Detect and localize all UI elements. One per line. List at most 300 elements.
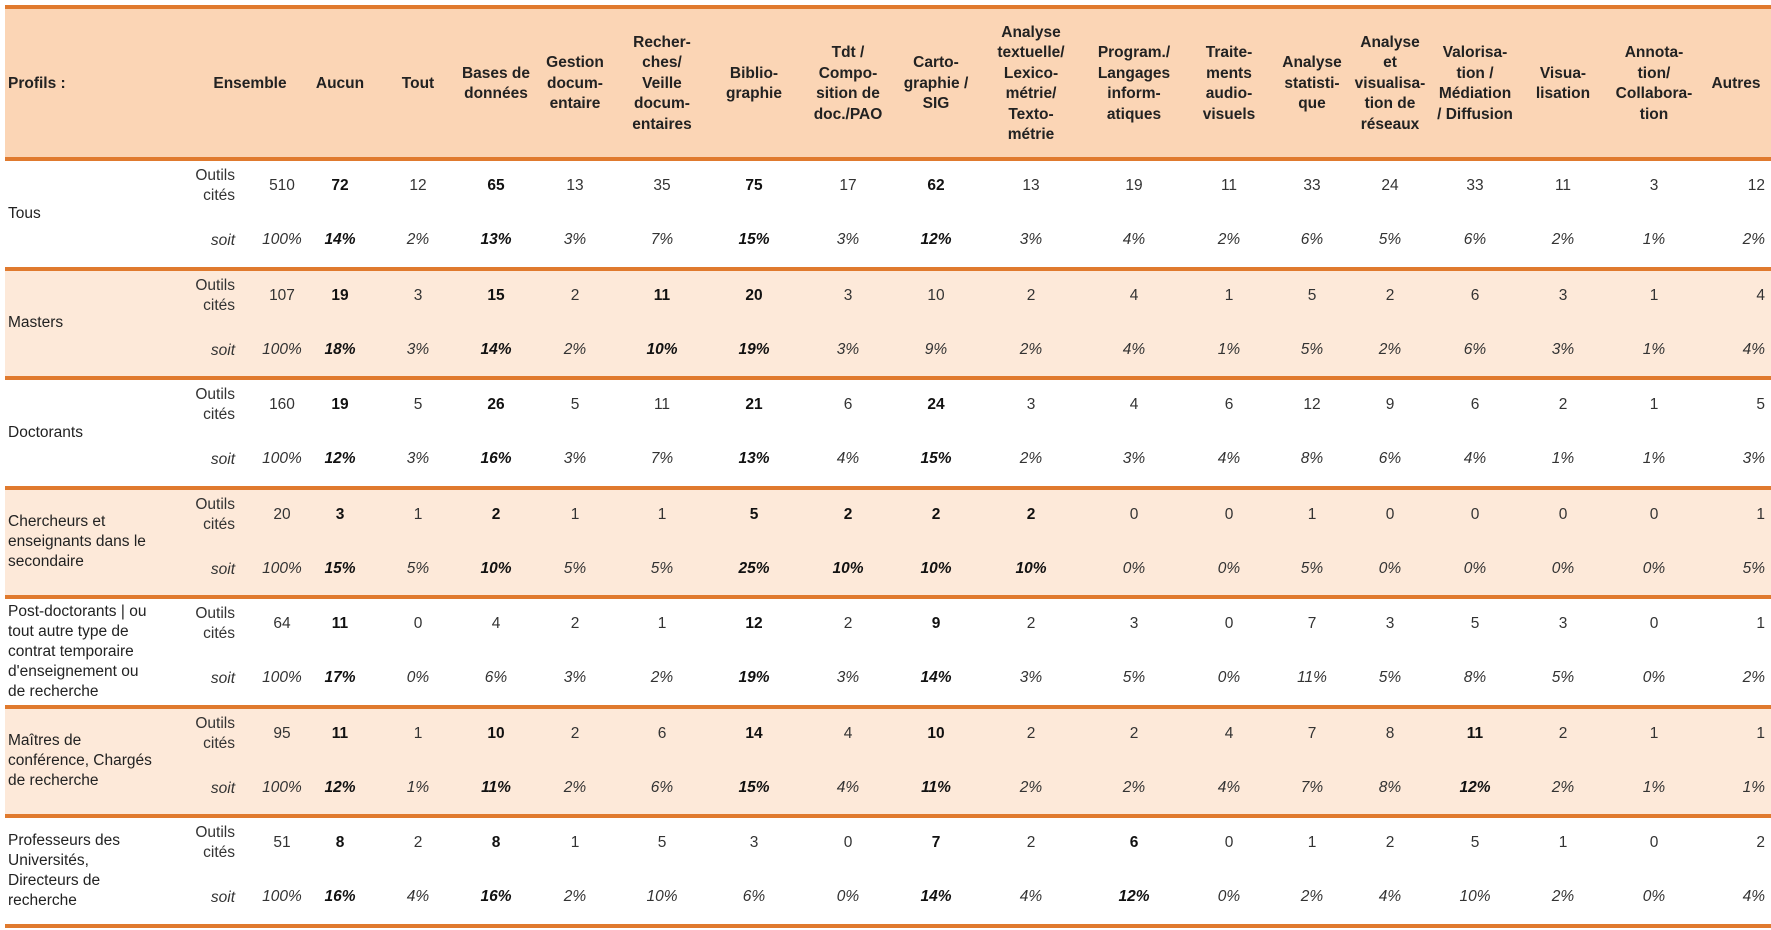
cell-count: 21 (745, 396, 763, 413)
cell-count: 7 (1307, 615, 1317, 632)
cell-count: 8 (335, 834, 345, 851)
cell-count: 3 (1129, 615, 1139, 632)
cell-percent: 1% (1642, 778, 1666, 796)
column-header: Visua- lisation (1535, 64, 1591, 102)
column-header: Analyse textuelle/ Lexico- métrie/ Texto- métrie (997, 23, 1065, 143)
cell-count: 2 (570, 724, 580, 742)
row-sublabel-outils-cites: Outils cités (195, 276, 235, 314)
cell-count: 510 (269, 177, 295, 194)
cell-count: 1 (1307, 505, 1317, 523)
cell-count: 1 (413, 724, 423, 742)
cell-count: 11 (331, 724, 349, 742)
cell-percent: 4% (1122, 231, 1146, 248)
cell-percent: 3% (1122, 450, 1146, 467)
cell-percent: 7% (650, 231, 674, 248)
cell-count: 5 (570, 396, 580, 413)
cell-percent: 2% (406, 231, 430, 248)
row-label: Tous (8, 204, 41, 222)
cell-percent: 3% (1019, 231, 1043, 248)
cell-percent: 12% (1118, 888, 1150, 905)
cell-count: 11 (1554, 177, 1572, 194)
cell-percent: 0% (1378, 559, 1402, 577)
cell-count: 1 (413, 505, 423, 523)
cell-count: 6 (1470, 286, 1480, 304)
table-bottom-rule (5, 924, 1771, 928)
cell-percent: 100% (262, 559, 302, 577)
row-sublabel-outils-cites: Outils cités (195, 386, 235, 423)
cell-count: 2 (1385, 286, 1395, 304)
cell-count: 4 (1129, 286, 1139, 304)
cell-percent: 2% (650, 669, 674, 686)
cell-percent: 11% (1297, 669, 1327, 686)
cell-percent: 5% (1551, 669, 1575, 686)
cell-count: 19 (331, 286, 349, 304)
cell-percent: 2% (563, 888, 587, 905)
cell-count: 3 (1385, 615, 1395, 632)
cell-percent: 6% (484, 669, 508, 686)
cell-percent: 4% (1463, 450, 1487, 467)
cell-count: 35 (653, 177, 671, 194)
cell-count: 11 (331, 615, 349, 632)
cell-percent: 10% (646, 340, 678, 358)
cell-count: 1 (657, 615, 667, 632)
cell-percent: 14% (920, 669, 952, 686)
column-header: Analyse et visualisa- tion de réseaux (1354, 33, 1426, 133)
cell-count: 2 (491, 505, 501, 523)
cell-percent: 6% (742, 888, 766, 905)
cell-percent: 0% (1217, 669, 1241, 686)
cell-count: 12 (1747, 177, 1765, 194)
cell-percent: 5% (1300, 340, 1324, 358)
cell-count: 20 (745, 286, 763, 304)
column-header-profils: Profils : (8, 74, 66, 92)
cell-count: 3 (843, 286, 853, 304)
cell-percent: 1% (1551, 450, 1575, 467)
cell-percent: 11% (481, 778, 511, 796)
cell-percent: 14% (324, 231, 356, 248)
cell-percent: 5% (1378, 231, 1402, 248)
row-sublabel-soit: soit (210, 670, 235, 687)
cell-percent: 2% (1551, 888, 1575, 905)
row-label: Professeurs des Universités, Directeurs de recherche (8, 831, 120, 909)
cell-percent: 6% (1300, 231, 1324, 248)
cell-percent: 10% (1015, 559, 1047, 577)
cell-count: 6 (1129, 834, 1139, 851)
cell-count: 6 (1224, 396, 1234, 413)
cell-count: 0 (1649, 505, 1659, 523)
cell-percent: 4% (406, 888, 430, 905)
cell-count: 2 (843, 505, 853, 523)
cell-count: 4 (1129, 396, 1139, 413)
cell-percent: 2% (1742, 669, 1765, 686)
cell-percent: 100% (262, 450, 302, 467)
cell-percent: 2% (1551, 778, 1575, 796)
cell-count: 0 (1129, 505, 1139, 523)
cell-percent: 2% (1217, 231, 1241, 248)
cell-count: 1 (1649, 396, 1659, 413)
cell-percent: 5% (406, 559, 430, 577)
row-sublabel-soit: soit (210, 232, 235, 249)
column-header: Annota- tion/ Collabora- tion (1615, 44, 1693, 123)
cell-percent: 8% (1300, 450, 1324, 467)
row-sublabel-outils-cites: Outils cités (195, 714, 235, 752)
cell-percent: 15% (324, 559, 356, 577)
cell-percent: 100% (262, 778, 302, 796)
cell-percent: 3% (1742, 450, 1765, 467)
row-sublabel-soit: soit (210, 341, 235, 359)
cell-percent: 5% (1378, 669, 1402, 686)
cell-count: 2 (1026, 834, 1036, 851)
cell-count: 62 (927, 177, 945, 194)
cell-count: 1 (1756, 615, 1765, 632)
column-header: Recher- ches/ Veille docum- entaires (632, 33, 692, 133)
cell-count: 3 (1649, 177, 1659, 194)
cell-count: 2 (931, 505, 941, 523)
row-separator (5, 376, 1771, 380)
row-sublabel-outils-cites: Outils cités (195, 824, 235, 861)
cell-percent: 7% (650, 450, 674, 467)
cell-count: 5 (1470, 834, 1480, 851)
cell-count: 19 (331, 396, 349, 413)
cell-percent: 4% (836, 778, 860, 796)
cell-percent: 4% (1742, 888, 1765, 905)
cell-count: 33 (1466, 177, 1484, 194)
cell-count: 11 (1220, 177, 1238, 194)
cell-count: 2 (1026, 286, 1036, 304)
cell-count: 2 (1558, 724, 1568, 742)
cell-percent: 1% (406, 778, 430, 796)
column-header: Aucun (315, 74, 365, 92)
cell-percent: 5% (563, 559, 587, 577)
cell-percent: 0% (1217, 559, 1241, 577)
cell-percent: 1% (1217, 340, 1241, 358)
cell-count: 2 (1026, 724, 1036, 742)
cell-percent: 0% (1642, 559, 1666, 577)
cell-percent: 15% (738, 778, 770, 796)
cell-percent: 2% (563, 340, 587, 358)
cell-percent: 12% (1459, 778, 1491, 796)
cell-count: 8 (1385, 724, 1395, 742)
cell-count: 14 (745, 724, 763, 742)
cell-count: 3 (413, 286, 423, 304)
cell-count: 3 (1558, 615, 1568, 632)
column-header: Bases de données (461, 64, 531, 102)
cell-count: 24 (927, 396, 945, 413)
cell-count: 3 (1558, 286, 1568, 304)
cell-percent: 8% (1463, 669, 1487, 686)
cell-count: 6 (843, 396, 853, 413)
cell-percent: 4% (1217, 778, 1241, 796)
cell-percent: 2% (1019, 778, 1043, 796)
column-header: Tdt / Compo- sition de doc./PAO (813, 44, 883, 123)
cell-count: 1 (1756, 724, 1765, 742)
cell-percent: 0% (1463, 559, 1487, 577)
row-separator (5, 486, 1771, 490)
cell-percent: 100% (262, 888, 302, 905)
cell-count: 11 (653, 396, 671, 413)
row-label: Post-doctorants | ou tout autre type de contrat temporaire d'enseignement ou de recherche (8, 602, 147, 700)
cell-count: 13 (1022, 177, 1040, 194)
row-label: Chercheurs et enseignants dans le secondaire (8, 513, 146, 571)
cell-count: 0 (1558, 505, 1568, 523)
cell-percent: 4% (1019, 888, 1043, 905)
cell-count: 1 (1558, 834, 1568, 851)
row-separator (5, 705, 1771, 709)
cell-percent: 0% (1642, 888, 1666, 905)
cell-count: 8 (491, 834, 501, 851)
cell-percent: 2% (1019, 450, 1043, 467)
cell-percent: 10% (920, 559, 952, 577)
cell-count: 4 (1756, 286, 1765, 304)
cell-percent: 7% (1300, 778, 1324, 796)
cell-count: 0 (1649, 615, 1659, 632)
cell-percent: 0% (1122, 559, 1146, 577)
cell-percent: 3% (563, 669, 587, 686)
cell-count: 0 (413, 615, 423, 632)
row-separator (5, 814, 1771, 818)
cell-percent: 16% (480, 450, 512, 467)
cell-percent: 5% (1300, 559, 1324, 577)
cell-count: 0 (1224, 505, 1234, 523)
cell-percent: 0% (1217, 888, 1241, 905)
cell-count: 17 (839, 177, 857, 194)
row-separator (5, 267, 1771, 271)
cell-percent: 16% (480, 888, 512, 905)
cell-count: 6 (657, 724, 667, 742)
cell-count: 3 (335, 505, 345, 523)
cell-percent: 0% (836, 888, 860, 905)
cell-count: 72 (331, 177, 349, 194)
cell-count: 7 (931, 834, 941, 851)
cell-percent: 4% (1378, 888, 1402, 905)
cell-percent: 10% (646, 888, 678, 905)
cell-count: 24 (1381, 177, 1399, 194)
cell-count: 3 (1026, 396, 1036, 413)
cell-count: 20 (273, 505, 291, 523)
cell-percent: 11% (921, 778, 951, 796)
cell-percent: 0% (1551, 559, 1575, 577)
cell-count: 2 (1026, 615, 1036, 632)
cell-percent: 5% (650, 559, 674, 577)
cell-percent: 100% (262, 340, 302, 358)
cell-count: 10 (487, 724, 505, 742)
cell-percent: 4% (836, 450, 860, 467)
cell-percent: 5% (1122, 669, 1146, 686)
cell-percent: 15% (738, 231, 770, 248)
row-separator (5, 595, 1771, 599)
cell-percent: 13% (738, 450, 770, 467)
cell-count: 9 (1385, 396, 1395, 413)
cell-count: 2 (1129, 724, 1139, 742)
row-label: Doctorants (8, 423, 83, 441)
cell-percent: 0% (406, 669, 430, 686)
cell-percent: 12% (920, 231, 952, 248)
column-header: Traite- ments audio- visuels (1202, 44, 1256, 123)
cell-percent: 12% (324, 450, 356, 467)
cell-percent: 6% (1463, 340, 1487, 358)
cell-percent: 6% (1378, 450, 1402, 467)
cell-count: 0 (843, 834, 853, 851)
cell-count: 10 (927, 724, 945, 742)
cell-count: 7 (1307, 724, 1317, 742)
cell-percent: 6% (1463, 231, 1487, 248)
column-header: Valorisa- tion / Médiation / Diffusion (1437, 44, 1513, 123)
cell-percent: 3% (563, 231, 587, 248)
cell-count: 11 (1466, 724, 1484, 742)
row-sublabel-outils-cites: Outils cités (195, 605, 235, 642)
cell-count: 1 (1649, 724, 1659, 742)
cell-percent: 8% (1378, 778, 1402, 796)
cell-count: 5 (413, 396, 423, 413)
cell-count: 2 (570, 286, 580, 304)
cell-count: 5 (1470, 615, 1480, 632)
cell-count: 5 (1307, 286, 1317, 304)
cell-count: 10 (927, 286, 945, 304)
cell-count: 0 (1385, 505, 1395, 523)
cell-percent: 3% (836, 669, 860, 686)
cell-count: 2 (843, 615, 853, 632)
cell-percent: 3% (836, 340, 860, 358)
cell-count: 13 (566, 177, 584, 194)
cell-count: 2 (1026, 505, 1036, 523)
cell-percent: 3% (836, 231, 860, 248)
cell-percent: 2% (1019, 340, 1043, 358)
cell-percent: 1% (1642, 340, 1666, 358)
cell-percent: 1% (1642, 450, 1666, 467)
column-header: Tout (401, 74, 435, 92)
cell-count: 1 (1756, 505, 1765, 523)
cell-percent: 6% (650, 778, 674, 796)
cell-count: 33 (1303, 177, 1321, 194)
row-sublabel-soit: soit (210, 451, 235, 468)
cell-count: 95 (273, 724, 291, 742)
cell-percent: 2% (1300, 888, 1324, 905)
cell-count: 5 (1756, 396, 1765, 413)
cell-percent: 1% (1642, 231, 1666, 248)
cell-count: 51 (273, 834, 291, 851)
cell-count: 6 (1470, 396, 1480, 413)
column-header: Program./ Langages inform- atiques (1097, 44, 1171, 123)
cell-percent: 3% (1019, 669, 1043, 686)
column-header: Autres (1711, 74, 1761, 92)
cell-count: 12 (409, 177, 427, 194)
cell-percent: 15% (920, 450, 952, 467)
cell-percent: 2% (563, 778, 587, 796)
cell-percent: 1% (1742, 778, 1765, 796)
column-header: Carto- graphie / SIG (903, 54, 969, 113)
cell-percent: 10% (1459, 888, 1491, 905)
cell-percent: 17% (324, 669, 356, 686)
cell-percent: 3% (1551, 340, 1575, 358)
cell-count: 1 (570, 505, 580, 523)
cell-count: 4 (1224, 724, 1234, 742)
cell-percent: 4% (1742, 340, 1765, 358)
cell-count: 26 (487, 396, 505, 413)
cell-count: 0 (1649, 834, 1659, 851)
cell-count: 2 (1558, 396, 1568, 413)
row-sublabel-outils-cites: Outils cités (195, 167, 235, 204)
cell-percent: 10% (832, 559, 864, 577)
cell-percent: 2% (1551, 231, 1575, 248)
cell-count: 12 (745, 615, 763, 632)
cell-count: 12 (1303, 396, 1321, 413)
cell-count: 1 (1307, 834, 1317, 851)
cell-percent: 2% (1122, 778, 1146, 796)
cell-count: 65 (487, 177, 505, 194)
cell-percent: 13% (480, 231, 512, 248)
cell-percent: 25% (738, 559, 770, 577)
row-sublabel-soit: soit (210, 560, 235, 578)
cell-percent: 19% (738, 669, 770, 686)
cell-percent: 9% (924, 340, 948, 358)
cell-percent: 3% (406, 340, 430, 358)
column-header: Ensemble (213, 74, 287, 92)
row-label: Masters (8, 314, 64, 332)
cell-percent: 2% (1378, 340, 1402, 358)
cell-percent: 18% (324, 340, 356, 358)
cell-count: 11 (653, 286, 671, 304)
cell-count: 4 (491, 615, 501, 632)
cell-count: 107 (269, 286, 295, 304)
column-header: Gestion docum- entaire (546, 54, 604, 113)
cell-percent: 12% (324, 778, 356, 796)
cell-count: 0 (1224, 834, 1234, 851)
cell-count: 19 (1125, 177, 1143, 194)
cell-percent: 3% (406, 450, 430, 467)
row-separator (5, 157, 1771, 161)
cell-percent: 2% (1742, 231, 1765, 248)
cell-count: 64 (273, 615, 291, 632)
cell-count: 75 (745, 177, 763, 194)
cell-percent: 19% (738, 340, 770, 358)
cell-percent: 4% (1122, 340, 1146, 358)
cell-count: 1 (1224, 286, 1234, 304)
cell-count: 0 (1224, 615, 1234, 632)
cell-count: 160 (269, 396, 295, 413)
cell-count: 2 (413, 834, 423, 851)
cell-count: 2 (1756, 834, 1765, 851)
column-header: Analyse statisti- que (1282, 54, 1342, 113)
cell-count: 1 (657, 505, 667, 523)
cell-count: 4 (843, 724, 853, 742)
row-sublabel-outils-cites: Outils cités (195, 495, 235, 533)
cell-percent: 14% (480, 340, 512, 358)
cell-count: 9 (931, 615, 941, 632)
cell-count: 1 (570, 834, 580, 851)
column-header: Biblio- graphie (726, 64, 782, 102)
cell-count: 1 (1649, 286, 1659, 304)
row-label: Maîtres de conférence, Chargés de recherche (8, 732, 152, 790)
cell-percent: 10% (480, 559, 512, 577)
cell-count: 5 (749, 505, 759, 523)
row-sublabel-soit: soit (210, 779, 235, 797)
cell-percent: 3% (563, 450, 587, 467)
cell-percent: 100% (262, 231, 302, 248)
cell-percent: 100% (262, 669, 302, 686)
cell-count: 5 (657, 834, 667, 851)
cell-percent: 5% (1742, 559, 1765, 577)
cell-percent: 16% (324, 888, 356, 905)
cell-percent: 14% (920, 888, 952, 905)
cell-percent: 4% (1217, 450, 1241, 467)
cell-percent: 0% (1642, 669, 1666, 686)
cell-count: 0 (1470, 505, 1480, 523)
row-sublabel-soit: soit (210, 889, 235, 906)
cell-count: 2 (1385, 834, 1395, 851)
cell-count: 15 (487, 286, 505, 304)
cell-count: 2 (570, 615, 580, 632)
cell-count: 3 (749, 834, 759, 851)
